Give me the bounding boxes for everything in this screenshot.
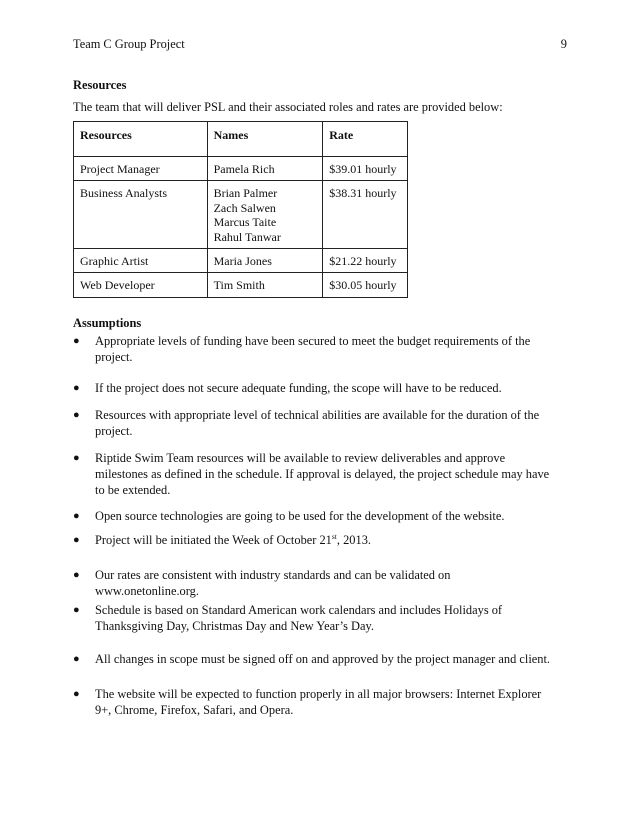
resources-intro: The team that will deliver PSL and their associated roles and rates are provided below: bbox=[73, 100, 503, 114]
cell-names bbox=[207, 181, 323, 249]
text-line: project. bbox=[95, 350, 133, 364]
list-item bbox=[73, 450, 553, 498]
bullet-icon: ● bbox=[73, 510, 80, 522]
bullet-icon: ● bbox=[73, 653, 80, 665]
text-line: Appropriate levels of funding have been secured to meet the budget requirements of the bbox=[95, 334, 531, 348]
bullet-icon: ● bbox=[73, 604, 80, 616]
name-entry: Tim Smith bbox=[213, 278, 265, 293]
name-entry: Pamela Rich bbox=[213, 162, 275, 176]
column-header-names: Names bbox=[207, 122, 323, 157]
text-line: Thanksgiving Day, Christmas Day and New Year’s Day. bbox=[95, 619, 374, 633]
column-header-resources: Resources bbox=[74, 122, 208, 157]
list-item-text bbox=[95, 532, 553, 548]
text-prefix: Project will be initiated the Week of October 21 bbox=[95, 533, 332, 547]
resources-heading: Resources bbox=[73, 78, 127, 92]
table-row bbox=[74, 157, 408, 181]
name-entry: Maria Jones bbox=[213, 254, 272, 269]
list-item-text bbox=[95, 651, 553, 667]
table-row bbox=[74, 249, 408, 273]
column-header-rate: Rate bbox=[323, 122, 408, 157]
cell-role: Project Manager bbox=[74, 157, 208, 181]
bullet-icon: ● bbox=[73, 382, 80, 394]
list-item-text bbox=[95, 508, 553, 524]
name-entry: Rahul Tanwar bbox=[213, 229, 281, 244]
cell-rate: $38.31 hourly bbox=[323, 181, 408, 249]
list-item-text bbox=[95, 602, 553, 634]
text-line: to be extended. bbox=[95, 483, 171, 497]
list-item bbox=[73, 651, 553, 667]
name-entry: Marcus Taite bbox=[213, 215, 277, 230]
cell-role: Business Analysts bbox=[74, 181, 208, 249]
list-item-text bbox=[95, 686, 553, 718]
text-line: Open source technologies are going to be used for the development of the website. bbox=[95, 509, 505, 523]
resources-table bbox=[73, 121, 408, 298]
bullet-icon: ● bbox=[73, 569, 80, 581]
bullet-icon: ● bbox=[73, 688, 80, 700]
list-item bbox=[73, 380, 553, 396]
list-item-text bbox=[95, 567, 553, 599]
cell-role: Graphic Artist bbox=[74, 249, 208, 273]
cell-rate: $30.05 hourly bbox=[323, 273, 408, 297]
cell-role: Web Developer bbox=[74, 273, 208, 297]
text-line: All changes in scope must be signed off on and approved by the project manager and client. bbox=[95, 652, 550, 666]
text-line: Riptide Swim Team resources will be available to review deliverables and approve bbox=[95, 451, 506, 465]
text-line: If the project does not secure adequate funding, the scope will have to be reduced. bbox=[95, 381, 502, 395]
bullet-icon: ● bbox=[73, 534, 80, 546]
list-item-text bbox=[95, 380, 553, 396]
list-item bbox=[73, 602, 553, 634]
list-item-text bbox=[95, 407, 553, 439]
cell-names bbox=[207, 249, 323, 273]
table-row bbox=[74, 273, 408, 297]
cell-names bbox=[207, 273, 323, 297]
name-entry: Brian Palmer bbox=[213, 186, 278, 201]
text-line: 9+, Chrome, Firefox, Safari, and Opera. bbox=[95, 703, 294, 717]
bullet-icon: ● bbox=[73, 409, 80, 421]
assumptions-heading: Assumptions bbox=[73, 316, 142, 330]
bullet-icon: ● bbox=[73, 452, 80, 464]
cell-names bbox=[207, 157, 323, 181]
list-item bbox=[73, 333, 553, 365]
list-item bbox=[73, 508, 553, 524]
list-item bbox=[73, 407, 553, 439]
table-header-row bbox=[74, 122, 408, 157]
text-line: project. bbox=[95, 424, 133, 438]
text-line: Resources with appropriate level of technical abilities are available for the duration of the bbox=[95, 408, 540, 422]
name-entry: Zach Salwen bbox=[213, 200, 276, 215]
list-item-text bbox=[95, 450, 553, 498]
cell-rate: $39.01 hourly bbox=[323, 157, 408, 181]
page-header bbox=[73, 37, 567, 52]
header-title: Team C Group Project bbox=[73, 37, 185, 51]
list-item bbox=[73, 567, 553, 599]
list-item bbox=[73, 686, 553, 718]
bullet-icon: ● bbox=[73, 335, 80, 347]
text-line: The website will be expected to function properly in all major browsers: Internet Explorer bbox=[95, 687, 542, 701]
page-number: 9 bbox=[560, 37, 567, 51]
ordinal-suffix: st bbox=[331, 531, 337, 541]
list-item-text bbox=[95, 333, 553, 365]
cell-rate: $21.22 hourly bbox=[323, 249, 408, 273]
text-suffix: , 2013. bbox=[336, 533, 371, 547]
text-line: milestones as defined in the schedule. If approval is delayed, the project schedule may have bbox=[95, 467, 550, 481]
text-line: Schedule is based on Standard American work calendars and includes Holidays of bbox=[95, 603, 503, 617]
text-line: Our rates are consistent with industry standards and can be validated on www.onetonline.org. bbox=[95, 568, 451, 598]
table-row bbox=[74, 181, 408, 249]
list-item bbox=[73, 532, 553, 548]
